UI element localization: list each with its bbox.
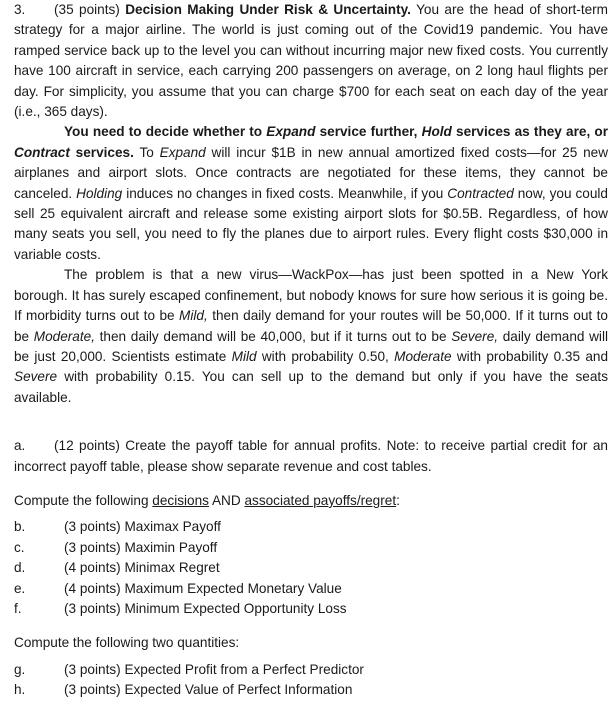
question-number: 3. <box>14 2 26 17</box>
p2-lead: You need to decide whether to Expand service further, Hold services as they are, or <box>64 124 609 140</box>
part-a-label: a. <box>14 438 26 454</box>
p2-contract: Contract services. <box>14 144 134 160</box>
list-item: g. (3 points) Expected Profit from a Perfect Predictor <box>14 661 364 677</box>
question-points: (35 points) <box>54 2 120 17</box>
compute-quantities-heading: Compute the following two quantities: <box>14 635 240 651</box>
decision-list <box>14 517 608 619</box>
compute-decisions-heading: Compute the following decisions AND associated payoffs/regret: <box>14 492 400 508</box>
list-item: d. (4 points) Minimax Regret <box>14 560 220 576</box>
part-a <box>14 436 608 477</box>
intro-text: You are the head of short-term strategy for a major airline. The world is just coming out of the Covid19 pandemic. You have ramped service back up to the level you can without incurring major new fixed costs. You currently have 100 aircraft in service, each carrying 200 passengers on average, on 2 long haul flights per day. For simplicity, you assume that you can charge $700 for each seat on each day of the year (i.e., 365 days). <box>14 2 609 120</box>
question-title: Decision Making Under Risk & Uncertainty. <box>125 2 411 17</box>
list-item: b. (3 points) Maximax Payoff <box>14 519 221 535</box>
list-item: c. (3 points) Maximin Payoff <box>14 539 218 555</box>
part-a-text: (12 points) Create the payoff table for annual profits. Note: to receive partial credit for an incorrect payoff table, please show separate revenue and cost tables. <box>14 438 608 474</box>
document-page <box>14 0 608 700</box>
virus-paragraph: The problem is that a new virus—WackPox—has just been spotted in a New York borough. It has surely escaped confinement, but nobody knows for sure how serious it is going be. If morbidity turns out to be Mild, then daily demand for your routes will be 50,000. If it turns out to be Moderate, then daily demand will be 40,000, but if it turns out to be Severe, daily demand will be just 20,000. Scientists estimate Mild with probability 0.50, Moderate with probability 0.35 and Severe with probability 0.15. You can sell up to the demand but only if you have the seats available. <box>14 267 609 405</box>
list-item: f. (3 points) Minimum Expected Opportunity Loss <box>14 600 347 616</box>
quantity-list <box>14 660 608 701</box>
list-item: e. (4 points) Maximum Expected Monetary Value <box>14 580 342 596</box>
list-item: h. (3 points) Expected Value of Perfect Information <box>14 682 353 698</box>
question-intro <box>14 0 608 122</box>
decision-paragraph: You need to decide whether to Expand service further, Hold services as they are, or Contract services. To Expand will incur $1B in new annual amortized fixed costs—for 25 new airplanes and airport slots. Once contracts are negotiated for these items, they cannot be canceled. Holding induces no changes in fixed costs. Meanwhile, if you Contracted now, you could sell 25 equivalent aircraft and release some existing airport slots for $0.5B. Regardless, of how many seats you sell, you need to fly the planes due to airport rules. Every flight costs $30,000 in variable costs. <box>14 124 609 262</box>
